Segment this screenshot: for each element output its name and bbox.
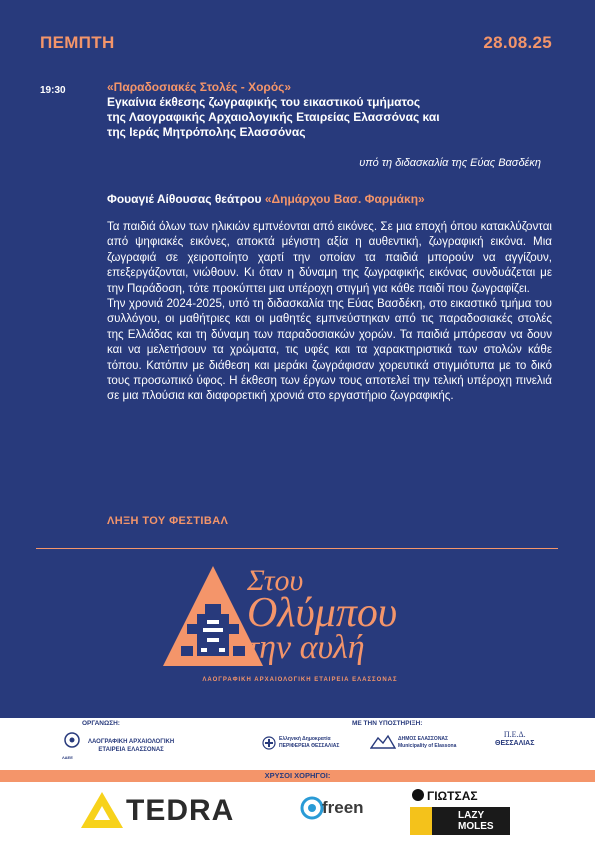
festival-logo-line3: την αυλή [247, 629, 365, 666]
event-title-line: της Λαογραφικής Αρχαιολογικής Εταιρείας Ελασσόνας και [107, 110, 440, 124]
lazy-moles-line: MOLES [458, 821, 494, 832]
support-label: ΜΕ ΤΗΝ ΥΠΟΣΤΗΡΙΞΗ: [352, 720, 423, 727]
organization-label: ΟΡΓΑΝΩΣΗ: [82, 720, 120, 727]
ped-logo-line: ΘΕΣΣΑΛΙΑΣ [495, 740, 535, 747]
sponsors-label: ΧΡΥΣΟΙ ΧΟΡΗΓΟΙ: [0, 770, 595, 782]
festival-logo-line1: Στου [247, 564, 304, 597]
event-venue [107, 192, 425, 206]
divider [36, 548, 558, 549]
lazy-moles-text [458, 810, 494, 832]
description-paragraph: Την χρονιά 2024-2025, υπό τη διδασκαλία της Εύας Βασδέκη, στο εικαστικό τμήμα του συλλόγου, οι μαθήτριες και οι μαθητές εμπνεύστηκαν από τις παραδοσιακές στολές της Ελλάδας και τη δύναμη των παραδοσιακών χορών. Τα παιδιά μπόρεσαν να δουν και να μελετήσουν τα χρώματα, τις υφές και τα χαρακτηριστικά των στολών κάθε τόπου. Κατόπιν με διάθεση και μεράκι ζωγράφισαν χορευτικά στιγμιότυπα με το δικό τους προσωπικό ύφος. Η έκθεση των έργων τους αποτελεί την τελική υπέροχη πινελιά σε μια πλούσια και διαφορετική χρονιά στο εργαστήριο ζωγραφικής. [107, 297, 552, 403]
event-title-quote: «Παραδοσιακές Στολές - Χορός» [107, 80, 292, 94]
event-teacher: υπό τη διδασκαλία της Εύας Βασδέκη [359, 157, 541, 169]
region-name-line: ΠΕΡΙΦΕΡΕΙΑ ΘΕΣΣΑΛΙΑΣ [279, 743, 340, 749]
event-title-line: Εγκαίνια έκθεσης ζωγραφικής του εικαστικού τμήματος [107, 95, 421, 109]
ped-logo-line: Π.Ε.Δ. [503, 730, 526, 739]
region-name-line: Ελληνική Δημοκρατία [279, 736, 331, 742]
organizers-band [0, 718, 595, 770]
date-label: 28.08.25 [483, 33, 552, 52]
organization-badge: ΛΑΕΕ [62, 755, 73, 760]
event-title-line: της Ιεράς Μητρόπολης Ελασσόνας [107, 125, 306, 139]
lazy-moles-logo [410, 807, 510, 835]
description-paragraph: Τα παιδιά όλων των ηλικιών εμπνέονται από εικόνες. Σε μια εποχή όπου κατακλύζονται από ψηφιακές εικόνες, αποκτά μέγιστη αξία η αυθεντική, ζωγραφική εικόνα. Μια ζωγραφιά σε χειροποίητο χαρτί την οποίαν τα παιδιά μπορούν να αγγίζουν, επεξεργάζονται, νιώθουν. Κι όταν η δύναμη της ζωγραφικής εικόνας συνδυάζεται με την Παράδοση, τότε προκύπτει μια υπέροχη στιγμή για κάθε παιδί που ζωγραφίζει. [107, 220, 552, 295]
laee-logo-icon [62, 732, 82, 754]
event-title-block [107, 80, 552, 140]
municipality-name-line: Municipality of Elassona [398, 743, 457, 749]
lazy-moles-tag-icon [410, 807, 432, 835]
region-name [279, 736, 339, 750]
event-time: 19:30 [40, 85, 66, 96]
day-label: ΠΕΜΠΤΗ [40, 33, 115, 52]
organization-name-line: ΛΑΟΓΡΑΦΙΚΗ ΑΡΧΑΙΟΛΟΓΙΚΗ [88, 739, 175, 745]
venue-name: «Δημάρχου Βασ. Φαρμάκη» [264, 192, 425, 206]
event-description [107, 219, 552, 404]
municipality-name-line: ΔΗΜΟΣ ΕΛΑΣΣΟΝΑΣ [398, 736, 449, 742]
organization-name-line: ΕΤΑΙΡΕΙΑ ΕΛΑΣΣΟΝΑΣ [98, 747, 164, 753]
venue-prefix: Φουαγιέ Αίθουσας θεάτρου [107, 192, 262, 206]
municipality-name [398, 736, 456, 750]
festival-logo-line2: Ολύμπου [247, 590, 398, 636]
freen-logo-text: freen [322, 798, 364, 817]
giotsas-logo-text: ΓΙΩΤΣΑΣ [427, 789, 478, 803]
organization-name [88, 738, 174, 754]
sponsors-band [0, 782, 595, 842]
giotsas-logo-icon [411, 788, 425, 802]
festival-closing: ΛΗΞΗ ΤΟΥ ΦΕΣΤΙΒΑΛ [107, 515, 229, 527]
lazy-moles-line: LAZY [458, 810, 485, 821]
festival-logo-subtitle: ΛΑΟΓΡΑΦΙΚΗ ΑΡΧΑΙΟΛΟΓΙΚΗ ΕΤΑΙΡΕΙΑ ΕΛΑΣΣΟΝΑΣ [202, 677, 398, 683]
municipality-logo-icon [370, 734, 396, 750]
tedra-logo-icon [80, 790, 124, 830]
freen-logo-icon [300, 796, 324, 820]
ped-logo [495, 730, 534, 748]
greek-emblem-icon [262, 736, 276, 750]
tedra-logo-text: TEDRA [126, 794, 235, 827]
